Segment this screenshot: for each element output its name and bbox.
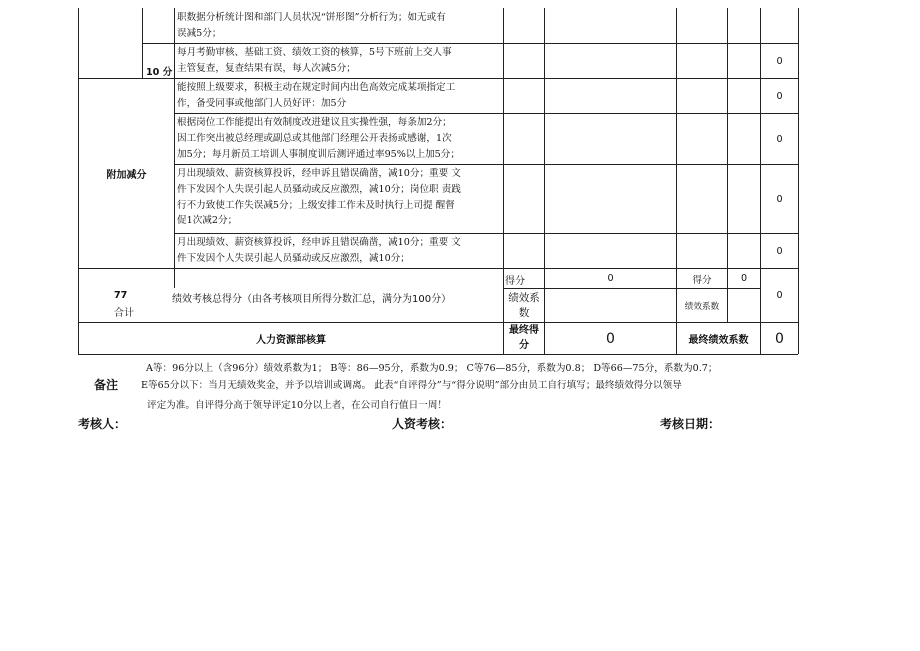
notes-line-3: 评定为准。自评得分高于领导评定10分以上者，在公司自行值日一周！ — [147, 400, 448, 411]
total-description: 绩效考核总得分（由各考核项目所得分数汇总，满分为100分） — [172, 294, 452, 305]
criteria-row-1: 职数据分析统计图和部门人员状况“饼形图”分析行为；如无或有 误减5分； — [177, 12, 446, 39]
review-date-label: 考核日期： — [660, 417, 721, 431]
row-score: 0 — [776, 245, 783, 257]
criteria-row-2: 每月考勤审核、基础工资、绩效工资的核算，5号下班前上交人事 主管复查，复查结果有误，每人次减5分； — [177, 47, 452, 74]
coef-label: 绩效系数 — [508, 292, 540, 319]
row-score: 0 — [776, 193, 783, 205]
final-coef-label: 最终绩效系数 — [688, 335, 749, 346]
final-score-value: 0 — [606, 330, 615, 347]
row-score: 0 — [776, 133, 783, 145]
criteria-row-3: 能按照上级要求，积极主动在规定时间内出色高效完成某项指定工 作，备受同事或他部门人员好评：加5分 — [177, 82, 456, 109]
coef-label-right: 绩效系数 — [684, 301, 720, 312]
criteria-row-5: 月出现绩效、薪资核算投诉，经申诉且错误确凿，减10分；重要 文 件下发因个人失误引起人员骚动或反应激烈，减10分；岗位职 责践 行不力致使工作失误减5分；上级安排工作未及时执行上司提 醒督 促1次减2分； — [177, 168, 461, 227]
score-label-right: 得分 — [692, 274, 712, 286]
total-final-score: 0 — [776, 290, 783, 301]
criteria-row-6: 月出现绩效、薪资核算投诉，经申诉且错误确凿，减10分；重要 文 件下发因个人失误引起人员骚动或反应激烈，减10分； — [177, 237, 461, 264]
final-coef-value: 0 — [775, 330, 784, 347]
row-score: 0 — [776, 55, 783, 67]
hr-review-signature-label: 人资考核： — [392, 417, 453, 431]
total-points: 77 — [114, 290, 128, 301]
score-value: 0 — [607, 273, 614, 284]
score-value-right: 0 — [740, 273, 748, 284]
total-label: 合计 — [114, 308, 134, 319]
notes-title: 备注 — [94, 378, 119, 392]
bonus-deduct-label: 附加减分 — [106, 170, 147, 181]
notes-line-1: A等：96分以上（含96分）绩效系数为1； B等：86—95分，系数为0.9； C等76—85分，系数为0.8； D等66—75分，系数为0.7； — [146, 363, 718, 374]
final-score-label: 最终得分 — [509, 325, 539, 351]
reviewer-label: 考核人： — [78, 417, 127, 431]
criteria-row-4: 根据岗位工作能提出有效制度改进建议且实操性强，每条加2分； 因工作突出被总经理或副总或其他部门经理公开表扬或感谢，1次 加5分；每月新员工培训人事制度训后测评通过率95%以上加5分； — [177, 117, 460, 160]
notes-line-2: E等65分以下：当月无绩效奖金，并予以培训或调离。 此表“自评得分”与“得分说明”部分由员工自行填写；最终绩效得分以领导 — [141, 380, 682, 391]
score-label: 得分 — [505, 276, 525, 287]
weight-label: 10 分 — [146, 67, 173, 78]
hr-review-label: 人力资源部核算 — [256, 335, 326, 346]
row-score: 0 — [776, 90, 783, 102]
